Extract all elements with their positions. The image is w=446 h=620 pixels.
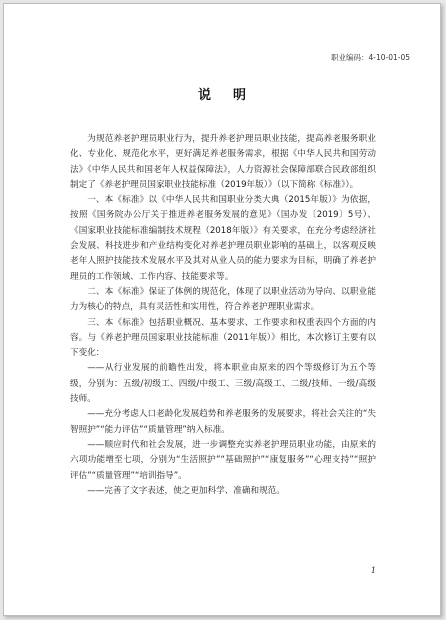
- change-item-wording: ——完善了文字表述，使之更加科学、准确和规范。: [87, 485, 285, 496]
- page-title: 说明: [197, 88, 268, 103]
- change-item-functions: ——顺应时代和社会发展，进一步调整充实养老护理员职业功能，由原来的六项功能增至七项，分别为“生活照护”“基础照护”“康复服务”“心理支持”“照护评估”“质量管理”“培训指导”。: [70, 439, 376, 481]
- section-three-paragraph: 三、本《标准》包括职业概况、基本要求、工作要求和权重表四个方面的内容。与《养老护理员国家职业技能标准（2011年版）》相比，本次修订主要有以下变化：: [70, 317, 376, 359]
- section-one-paragraph: 一、本《标准》以《中华人民共和国职业分类大典（2015年版）》为依据，按照《国务院办公厅关于推进养老服务发展的意见》（国办发〔2019〕5号）、《国家职业技能标准编制技术规程（2018年版）》有关要求，在充分考虑经济社会发展、科技进步和产业结构变化对养老护理员职业影响的基础上，以客观反映老年人照护技能技术发展水平及其对从业人员的能力要求为目标，明确了养老护理员的工作领域、工作内容、技能要求等。: [70, 195, 376, 282]
- document-page: [3, 3, 441, 616]
- occupation-code: 职业编码：4-10-01-05: [330, 53, 410, 62]
- section-two-paragraph: 二、本《标准》保证了体例的规范化，体现了以职业活动为导向、以职业能力为核心的特点，具有灵活性和实用性，符合养老护理职业需求。: [70, 286, 376, 313]
- change-item-levels: ——从行业发展的前瞻性出发，将本职业由原来的四个等级修订为五个等级，分别为：五级/初级工、四级/中级工、三级/高级工、二级/技师、一级/高级技师。: [70, 363, 376, 405]
- intro-paragraph: 为规范养老护理员职业行为，提升养老护理员职业技能，提高养老服务职业化、专业化、规范化水平，更好满足养老服务需求，根据《中华人民共和国劳动法》《中华人民共和国老年人权益保障法》，人力资源社会保障部联合民政部组织制定了《养老护理员国家职业技能标准（2019年版）》（以下简称《标准》）。: [70, 134, 376, 190]
- page-number: 1: [370, 566, 376, 575]
- change-item-aging: ——充分考虑人口老龄化发展趋势和养老服务的发展要求，将社会关注的“失智照护”“能力评估”“质量管理”纳入标准。: [70, 409, 376, 435]
- document-body: [70, 132, 376, 499]
